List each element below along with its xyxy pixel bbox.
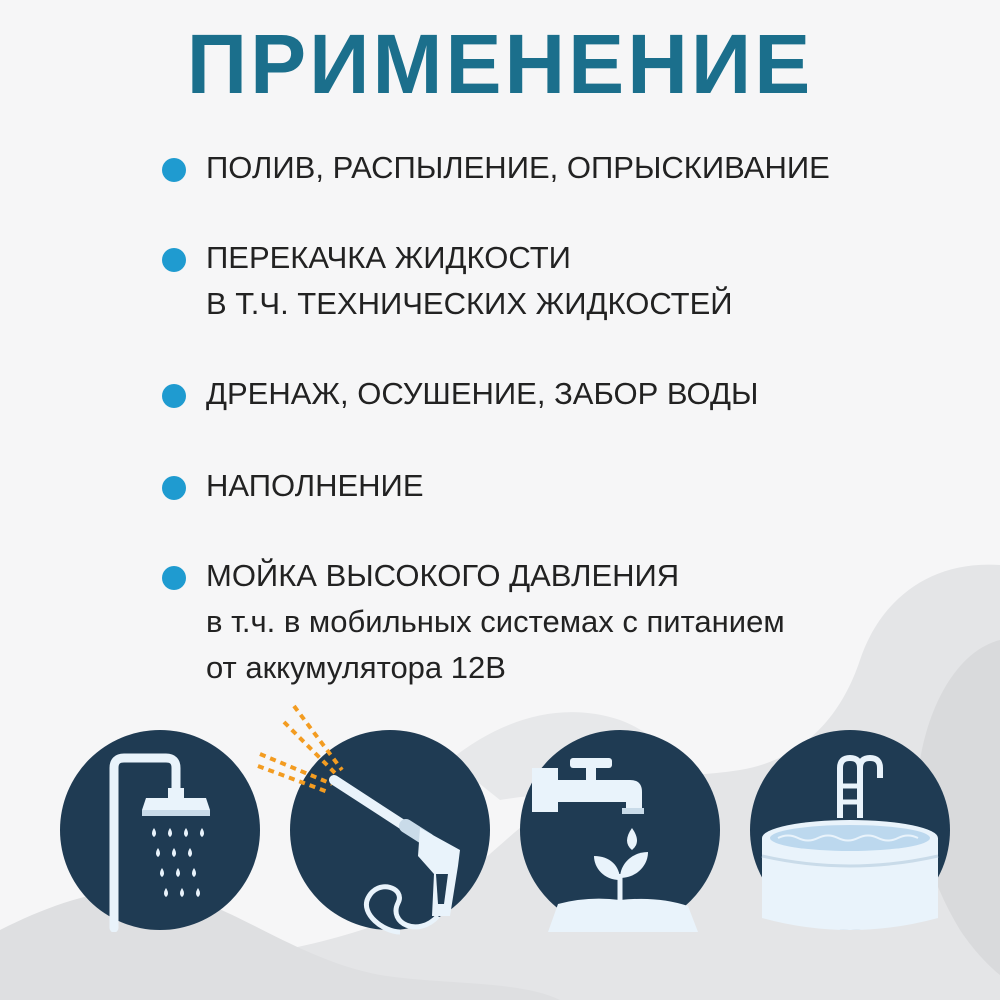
pool-icon xyxy=(748,728,952,932)
bullet-dot xyxy=(162,158,186,182)
water-tap-plant-icon xyxy=(518,728,722,932)
page-title: ПРИМЕНЕНИЕ xyxy=(186,17,814,111)
item-text: НАПОЛНЕНИЕ xyxy=(206,468,424,503)
shower-icon xyxy=(58,728,262,932)
pressure-washer-icon xyxy=(288,728,492,932)
bullet-dot xyxy=(162,248,186,272)
item-text: МОЙКА ВЫСОКОГО ДАВЛЕНИЯ xyxy=(206,558,680,593)
application-icons-row xyxy=(0,728,1000,948)
item-text-line3: от аккумулятора 12В xyxy=(206,650,506,685)
bullet-dot xyxy=(162,384,186,408)
item-text: ПЕРЕКАЧКА ЖИДКОСТИ xyxy=(206,240,571,275)
bullet-dot xyxy=(162,476,186,500)
item-text: ДРЕНАЖ, ОСУШЕНИЕ, ЗАБОР ВОДЫ xyxy=(206,376,759,411)
item-text: ПОЛИВ, РАСПЫЛЕНИЕ, ОПРЫСКИВАНИЕ xyxy=(206,150,830,185)
item-text-line2: в т.ч. в мобильных системах с питанием xyxy=(206,604,785,639)
item-text-line2: В Т.Ч. ТЕХНИЧЕСКИХ ЖИДКОСТЕЙ xyxy=(206,286,733,321)
bullet-dot xyxy=(162,566,186,590)
